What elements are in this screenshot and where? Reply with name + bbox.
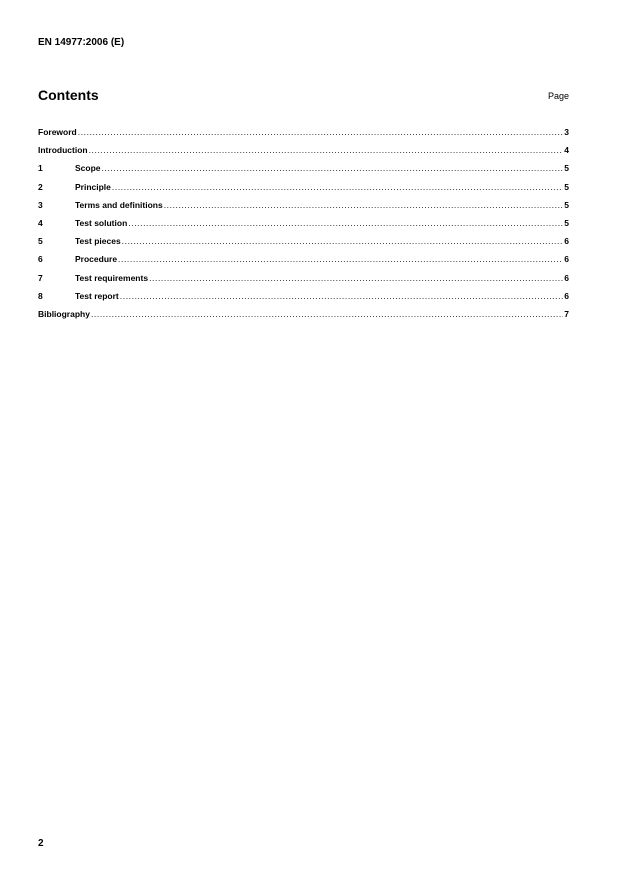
toc-entry-title: Procedure [75, 254, 118, 265]
toc-leader-dots [122, 236, 564, 246]
toc-entry-title: Foreword [38, 127, 77, 137]
toc-entry-scope[interactable] [38, 163, 569, 181]
toc-entry-foreword[interactable] [38, 127, 569, 145]
toc-entry-page: 6 [564, 290, 569, 301]
toc-entry-page: 6 [564, 254, 569, 265]
toc-entry-test-pieces[interactable] [38, 236, 569, 254]
toc-entry-title: Test solution [75, 217, 128, 228]
toc-entry-page: 4 [564, 145, 569, 156]
toc-leader-dots [112, 182, 563, 192]
toc-entry-title: Scope [75, 163, 101, 174]
page-column-label: Page [547, 91, 569, 101]
toc-entry-title: Principle [75, 181, 111, 192]
toc-entry-page: 6 [564, 272, 569, 283]
toc-entry-test-report[interactable] [38, 291, 569, 309]
toc-entry-page: 5 [564, 199, 569, 210]
toc-leader-dots [128, 218, 563, 228]
contents-heading: Contents [38, 87, 99, 103]
toc-entry-title: Test requirements [75, 272, 149, 283]
toc-leader-dots [89, 145, 564, 155]
toc-entry-number: 8 [38, 290, 43, 301]
toc-entry-page: 5 [564, 217, 569, 228]
toc-entry-introduction[interactable] [38, 145, 569, 163]
toc-entry-title: Bibliography [38, 308, 90, 319]
toc-leader-dots [120, 291, 563, 301]
table-of-contents [38, 127, 569, 327]
toc-entry-page: 5 [564, 163, 569, 174]
toc-entry-page: 6 [564, 236, 569, 247]
toc-entry-title: Test report [75, 290, 119, 301]
toc-leader-dots [91, 309, 563, 319]
toc-entry-procedure[interactable] [38, 254, 569, 272]
toc-leader-dots [149, 273, 563, 283]
toc-entry-test-requirements[interactable] [38, 273, 569, 291]
toc-entry-page: 5 [564, 181, 569, 192]
toc-leader-dots [102, 163, 564, 173]
toc-leader-dots [118, 254, 563, 264]
toc-entry-number: 1 [38, 163, 43, 174]
toc-entry-number: 4 [38, 217, 43, 228]
toc-entry-test-solution[interactable] [38, 218, 569, 236]
document-header: EN 14977:2006 (E) [38, 37, 125, 48]
toc-entry-number: 6 [38, 254, 43, 265]
toc-entry-page: 7 [564, 308, 569, 319]
toc-entry-principle[interactable] [38, 182, 569, 200]
toc-entry-title: Terms and definitions [75, 199, 163, 210]
page-number: 2 [38, 838, 44, 849]
toc-leader-dots [164, 200, 564, 210]
toc-entry-terms-and-definitions[interactable] [38, 200, 569, 218]
toc-entry-number: 2 [38, 181, 43, 192]
toc-entry-number: 5 [38, 236, 43, 247]
toc-entry-page: 3 [564, 127, 569, 137]
toc-entry-bibliography[interactable] [38, 309, 569, 327]
toc-entry-title: Introduction [38, 145, 88, 156]
toc-entry-number: 7 [38, 272, 43, 283]
toc-leader-dots [78, 127, 564, 137]
toc-entry-title: Test pieces [75, 236, 121, 247]
toc-entry-number: 3 [38, 199, 43, 210]
